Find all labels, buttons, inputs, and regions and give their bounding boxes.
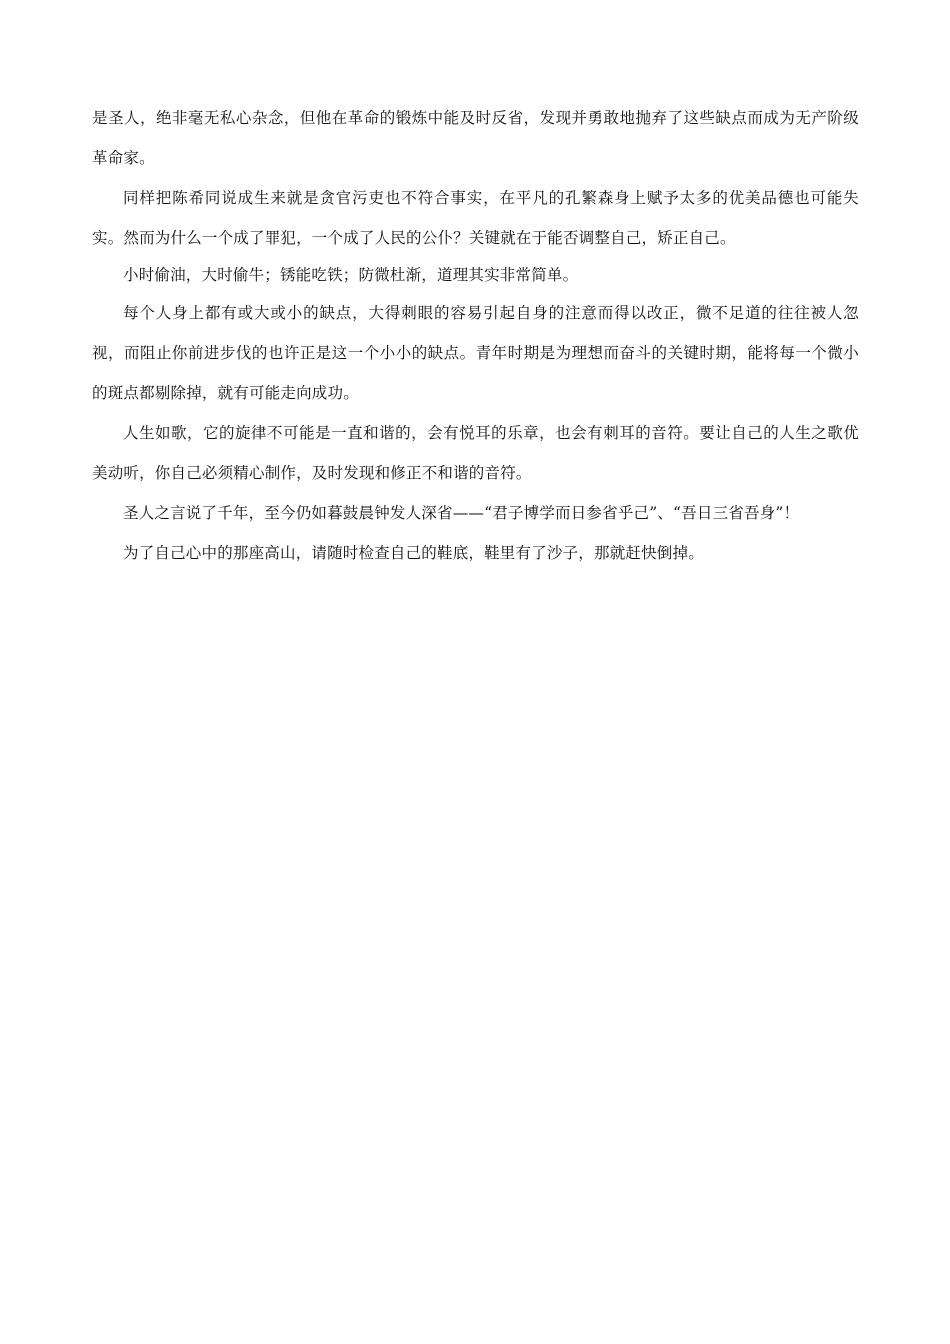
paragraph-continuation: 是圣人，绝非毫无私心杂念，但他在革命的锻炼中能及时反省，发现并勇敢地抛弃了这些缺点而成为无产阶级革命家。 (92, 109, 859, 167)
paragraph: 为了自己心中的那座高山，请随时检查自己的鞋底，鞋里有了沙子，那就赶快倒掉。 (123, 544, 704, 562)
paragraph: 圣人之言说了千年，至今仍如暮鼓晨钟发人深省——“君子博学而日参省乎己”、“吾日三省吾身”！ (123, 504, 800, 522)
paragraph: 每个人身上都有或大或小的缺点，大得刺眼的容易引起自身的注意而得以改正，微不足道的往往被人忽视，而阻止你前进步伐的也许正是这一个小小的缺点。青年时期是为理想而奋斗的关键时期，能将每一个微小的斑点都剔除掉，就有可能走向成功。 (92, 304, 859, 402)
paragraph: 小时偷油，大时偷牛；锈能吃铁；防微杜渐，道理其实非常简单。 (123, 266, 579, 284)
paragraph: 人生如歌，它的旋律不可能是一直和谐的，会有悦耳的乐章，也会有刺耳的音符。要让自己的人生之歌优美动听，你自己必须精心制作，及时发现和修正不和谐的音符。 (92, 424, 859, 482)
paragraph: 同样把陈希同说成生来就是贪官污吏也不符合事实，在平凡的孔繁森身上赋予太多的优美品德也可能失实。然而为什么一个成了罪犯，一个成了人民的公仆？关键就在于能否调整自己，矫正自己。 (92, 189, 859, 247)
document-body (92, 98, 859, 573)
